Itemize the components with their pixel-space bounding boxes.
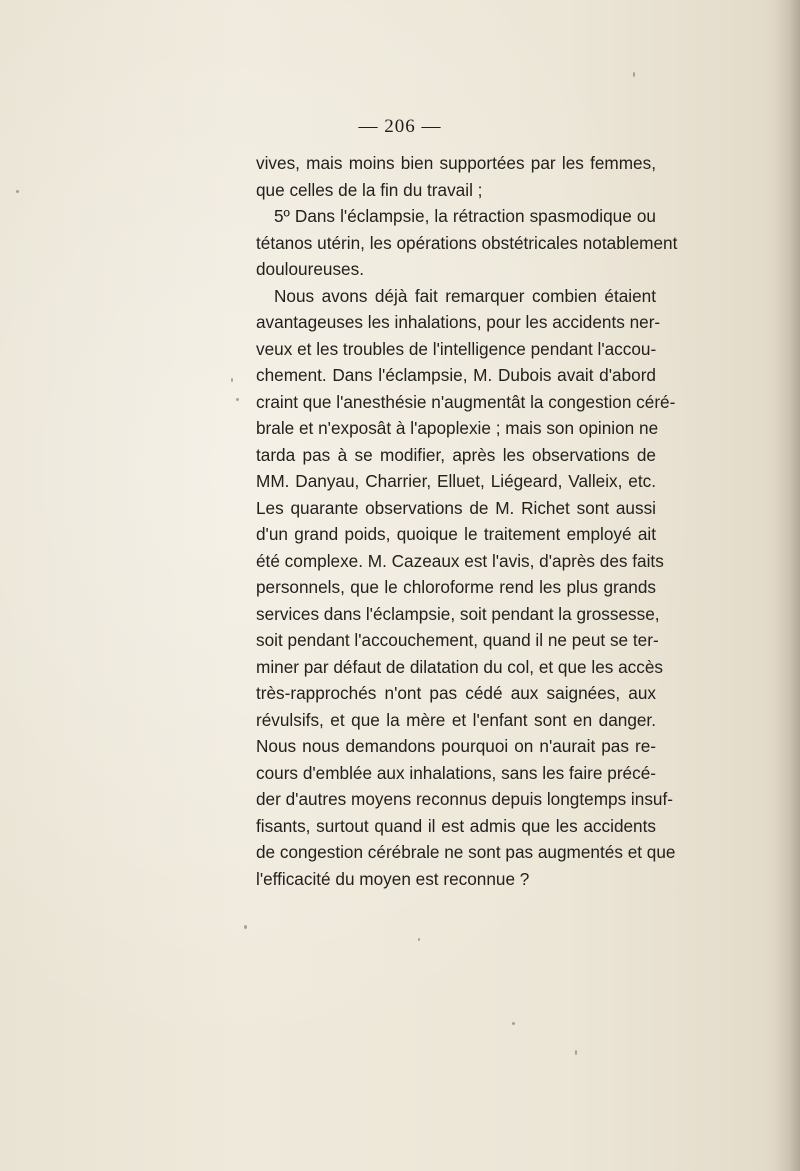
text-line: MM. Danyau, Charrier, Elluet, Liégeard, Valleix, etc. [256,471,656,491]
text-line: fisants, surtout quand il est admis que les accidents [256,815,656,836]
paper-speck [418,938,420,941]
text-line: de congestion cérébrale ne sont pas augmentés et que [256,842,676,862]
body-text [256,150,678,892]
paper-speck [512,1022,515,1025]
text-line: tarda pas à se modifier, après les observations de [256,444,656,465]
paper-speck [231,378,233,382]
text-line: der d'autres moyens reconnus depuis longtemps insuf- [256,789,673,809]
text-line: Les quarante observations de M. Richet sont aussi [256,497,656,518]
text-line: vives, mais moins bien supportées par les femmes, [256,153,656,173]
paper-speck [244,925,247,929]
text-line: 5º Dans l'éclampsie, la rétraction spasmodique ou [274,206,656,226]
text-line: que celles de la fin du travail ; [256,179,483,200]
text-line: Nous avons déjà fait remarquer combien étaient [274,285,656,306]
text-line: Nous nous demandons pourquoi on n'aurait pas re- [256,736,656,756]
text-line: révulsifs, et que la mère et l'enfant sont en danger. [256,709,656,730]
text-line: brale et n'exposât à l'apoplexie ; mais son opinion ne [256,418,659,438]
text-line: très-rapprochés n'ont pas cédé aux saignées, aux [256,683,656,703]
text-line: avantageuses les inhalations, pour les accidents ner- [256,312,661,332]
paper-speck [16,190,19,193]
text-line: personnels, que le chloroforme rend les plus grands [256,577,656,597]
text-line: chement. Dans l'éclampsie, M. Dubois avait d'abord [256,365,656,385]
text-line: craint que l'anesthésie n'augmentât la congestion céré- [256,391,676,412]
text-line: douloureuses. [256,259,364,279]
text-line: veux et les troubles de l'intelligence pendant l'accou- [256,338,657,359]
text-line: services dans l'éclampsie, soit pendant la grossesse, [256,603,660,624]
text-line: miner par défaut de dilatation du col, et que les accès [256,656,664,677]
page-number: — 206 — [358,116,442,137]
paper-speck [575,1050,577,1055]
text-line: tétanos utérin, les opérations obstétricales notablement [256,232,678,253]
text-line: cours d'emblée aux inhalations, sans les faire précé- [256,762,656,783]
text-line: été complexe. M. Cazeaux est l'avis, d'après des faits [256,550,664,571]
paper-speck [633,72,635,77]
page-edge-shadow [774,0,800,1171]
paper-speck [236,398,239,401]
text-line: l'efficacité du moyen est reconnue ? [256,868,530,889]
text-line: d'un grand poids, quoique le traitement employé ait [256,524,656,544]
text-line: soit pendant l'accouchement, quand il ne peut se ter- [256,630,659,650]
